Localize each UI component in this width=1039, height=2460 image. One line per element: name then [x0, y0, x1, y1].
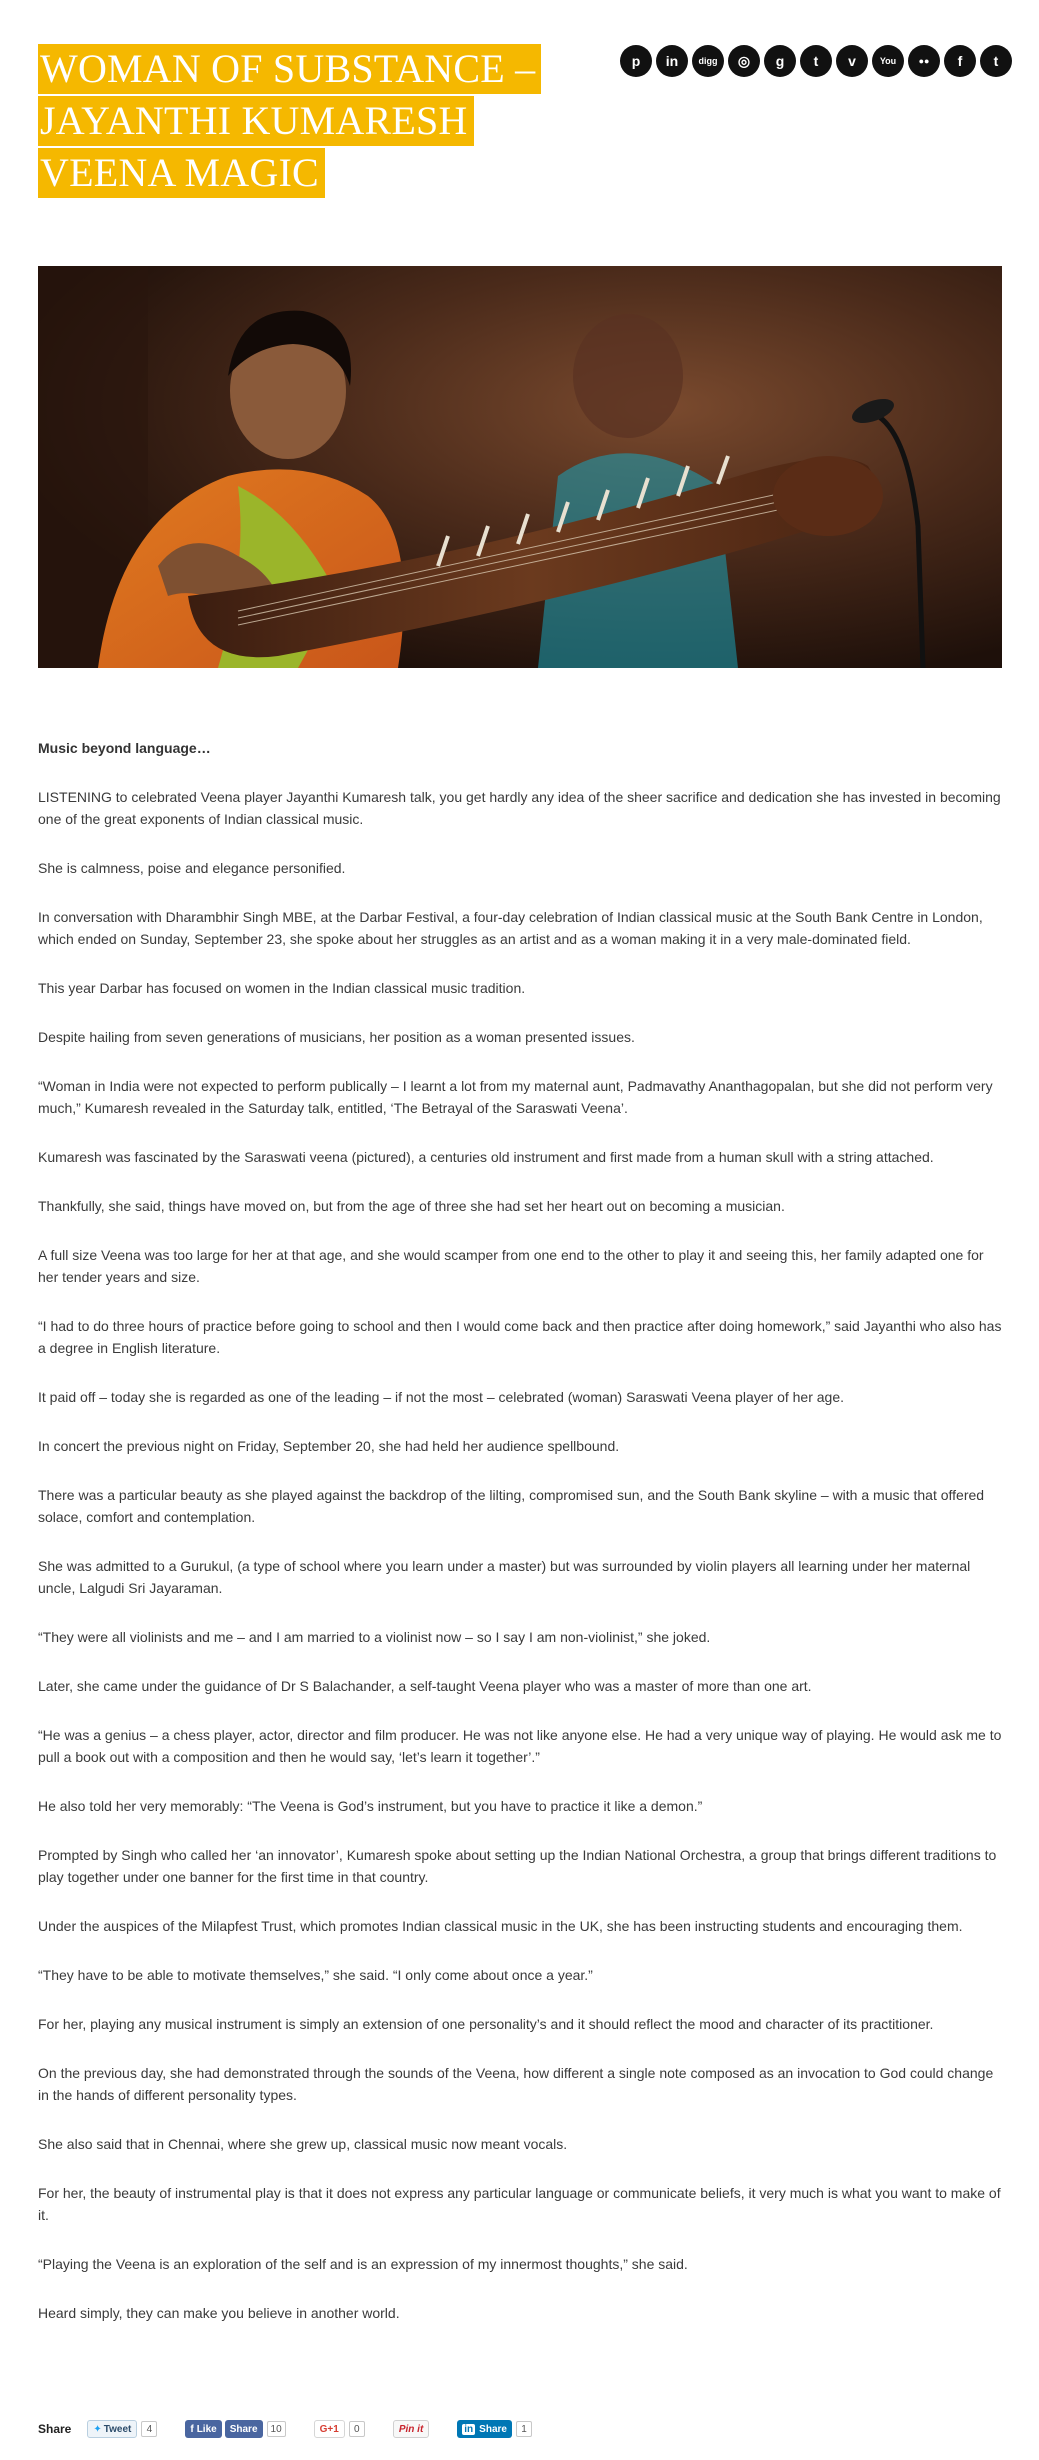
- article-paragraph: There was a particular beauty as she played against the backdrop of the lilting, compromised sun, and the South Bank skyline – with a music that offered solace, comfort and contemplation.: [38, 1487, 985, 1525]
- article-paragraph: In conversation with Dharambhir Singh MBE, at the Darbar Festival, a four-day celebration of Indian classical music at the South Bank Centre in London, which ended on Sunday, September 23, she spoke about her struggles as an artist and as a woman making it in a very male-dominated field.: [38, 909, 983, 947]
- facebook-icon: f: [190, 2423, 194, 2435]
- article-paragraph: This year Darbar has focused on women in the Indian classical music tradition.: [38, 980, 526, 996]
- google-plus-count: 0: [349, 2421, 365, 2437]
- article-paragraph: “I had to do three hours of practice before going to school and then I would come back and then practice after doing homework,” said Jayanthi who also has a degree in English literature.: [38, 1318, 1002, 1356]
- share-bar: [38, 2418, 532, 2440]
- tweet-button[interactable]: [87, 2420, 137, 2438]
- article-paragraph: She also said that in Chennai, where she grew up, classical music now meant vocals.: [38, 2136, 568, 2152]
- article-paragraph: Prompted by Singh who called her ‘an innovator’, Kumaresh spoke about setting up the Indian National Orchestra, a group that brings different traditions to play together under one banner for the first time in that country.: [38, 1847, 997, 1885]
- article-paragraph: In concert the previous night on Friday, September 20, she had held her audience spellbound.: [38, 1438, 620, 1454]
- linkedin-share-button[interactable]: [457, 2420, 512, 2438]
- youtube-icon[interactable]: You: [872, 45, 904, 77]
- article-paragraph: Thankfully, she said, things have moved on, but from the age of three she had set her heart out on becoming a musician.: [38, 1198, 785, 1214]
- facebook-count: 10: [267, 2421, 286, 2437]
- tweet-count: 4: [141, 2421, 157, 2437]
- article-paragraph: A full size Veena was too large for her at that age, and she would scamper from one end to the other to play it and seeing this, her family adapted one for her tender years and size.: [38, 1247, 984, 1285]
- dribbble-icon[interactable]: ◎: [728, 45, 760, 77]
- twitter-bird-icon: ✦: [93, 2423, 102, 2435]
- article-body: [38, 738, 1002, 2351]
- article-paragraph: “They were all violinists and me – and I am married to a violinist now – so I say I am non-violinist,” she joked.: [38, 1629, 711, 1645]
- linkedin-count: 1: [516, 2421, 532, 2437]
- facebook-share-button[interactable]: Share: [225, 2420, 263, 2438]
- article-paragraph: Heard simply, they can make you believe in another world.: [38, 2305, 400, 2321]
- article-paragraph: LISTENING to celebrated Veena player Jayanthi Kumaresh talk, you get hardly any idea of the sheer sacrifice and dedication she has invested in becoming one of the great exponents of Indian classical music.: [38, 789, 1001, 827]
- article-paragraph: For her, the beauty of instrumental play is that it does not express any particular language or communicate beliefs, it very much is what you want to make of it.: [38, 2185, 1001, 2223]
- linkedin-icon[interactable]: in: [656, 45, 688, 77]
- article-paragraph: “Playing the Veena is an exploration of the self and is an expression of my innermost thoughts,” she said.: [38, 2256, 688, 2272]
- tweet-button-label: Tweet: [103, 2423, 132, 2435]
- article-paragraph: For her, playing any musical instrument is simply an extension of one personality’s and it should reflect the mood and character of its practitioner.: [38, 2016, 934, 2032]
- vimeo-icon[interactable]: v: [836, 45, 868, 77]
- article-paragraph: On the previous day, she had demonstrated through the sounds of the Veena, how different a single note composed as an invocation to God could change in the hands of different personality types.: [38, 2065, 994, 2103]
- google-icon[interactable]: g: [764, 45, 796, 77]
- flickr-icon[interactable]: ●●: [908, 45, 940, 77]
- page-title: [38, 44, 598, 200]
- article-paragraphs: [38, 786, 1002, 2324]
- article-paragraph: Despite hailing from seven generations of musicians, her position as a woman presented issues.: [38, 1029, 635, 1045]
- digg-icon[interactable]: digg: [692, 45, 724, 77]
- article-paragraph: “He was a genius – a chess player, actor, director and film producer. He was not like anyone else. He had a very unique way of playing. He would ask me to pull a book out with a composition and then he would say, ‘let’s learn it together’.”: [38, 1727, 1002, 1765]
- pinterest-pin-button[interactable]: Pin it: [393, 2420, 429, 2438]
- article-paragraph: Kumaresh was fascinated by the Saraswati veena (pictured), a centuries old instrument and first made from a human skull with a string attached.: [38, 1149, 934, 1165]
- pinterest-icon[interactable]: p: [620, 45, 652, 77]
- tumblr-icon[interactable]: t: [800, 45, 832, 77]
- linkedin-share-label: Share: [479, 2423, 507, 2435]
- article-paragraph: “Woman in India were not expected to perform publically – I learnt a lot from my maternal aunt, Padmavathy Ananthagopalan, but she did not perform very much,” Kumaresh revealed in the Saturday talk, entitled, ‘The Betrayal of the Saraswati Veena’.: [38, 1078, 993, 1116]
- title-line-1: WOMAN OF SUBSTANCE –: [38, 44, 541, 94]
- facebook-like-button[interactable]: [185, 2420, 221, 2438]
- google-plus-button[interactable]: G+1: [314, 2420, 345, 2438]
- title-line-3: VEENA MAGIC: [38, 148, 325, 198]
- article-paragraph: She was admitted to a Gurukul, (a type of school where you learn under a master) but was surrounded by violin players all learning under her maternal uncle, Lalgudi Sri Jayaraman.: [38, 1558, 971, 1596]
- facebook-like-label: Like: [196, 2423, 217, 2435]
- twitter-icon[interactable]: t: [980, 45, 1012, 77]
- article-paragraph: “They have to be able to motivate themselves,” she said. “I only come about once a year.”: [38, 1967, 593, 1983]
- article-paragraph: Under the auspices of the Milapfest Trust, which promotes Indian classical music in the UK, she has been instructing students and encouraging them.: [38, 1918, 963, 1934]
- article-paragraph: Later, she came under the guidance of Dr S Balachander, a self-taught Veena player who was a master of more than one art.: [38, 1678, 812, 1694]
- article-paragraph: She is calmness, poise and elegance personified.: [38, 860, 346, 876]
- article-paragraph: It paid off – today she is regarded as one of the leading – if not the most – celebrated (woman) Saraswati Veena player of her age.: [38, 1389, 845, 1405]
- facebook-icon[interactable]: f: [944, 45, 976, 77]
- hero-image: [38, 266, 1002, 668]
- social-icons-bar: [620, 45, 1012, 77]
- article-subhead: Music beyond language…: [38, 740, 211, 756]
- title-line-2: JAYANTHI KUMARESH: [38, 96, 474, 146]
- linkedin-icon: in: [464, 2423, 474, 2435]
- article-paragraph: He also told her very memorably: “The Veena is God’s instrument, but you have to practice it like a demon.”: [38, 1798, 703, 1814]
- share-label: Share: [38, 2422, 72, 2436]
